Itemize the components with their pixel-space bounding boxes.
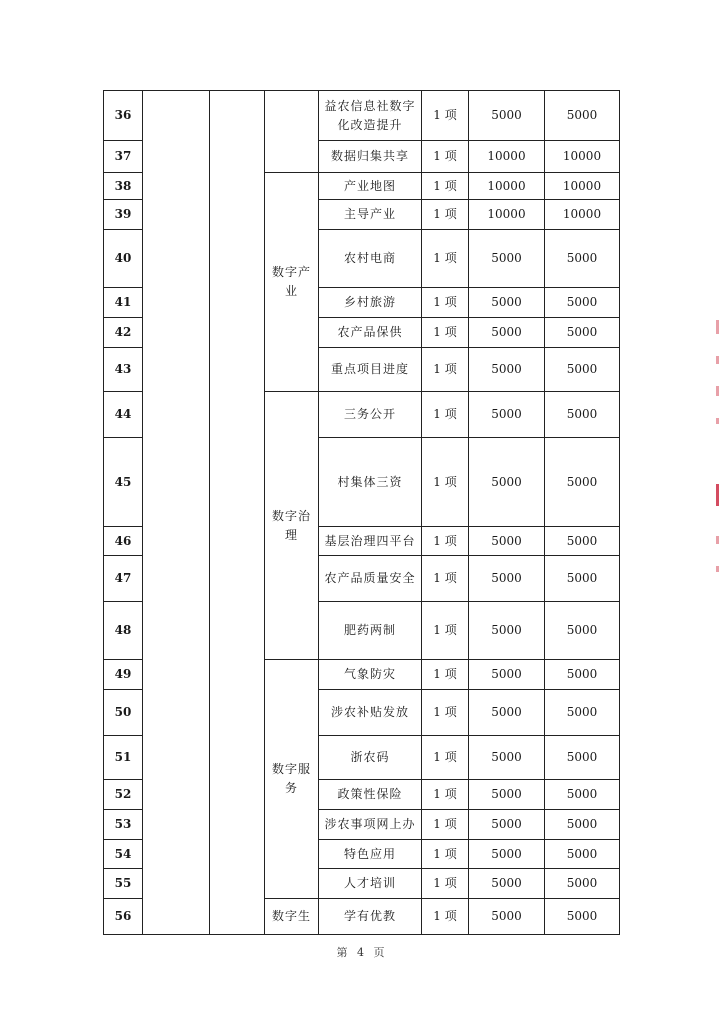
unit-cell: 1 项 xyxy=(422,200,469,230)
subsidy-cell: 5000 xyxy=(545,318,620,348)
item-name: 重点项目进度 xyxy=(319,348,422,392)
unit-cell: 1 项 xyxy=(422,810,469,840)
amount-cell: 5000 xyxy=(469,840,545,869)
row-number: 43 xyxy=(104,348,143,392)
subsidy-cell: 5000 xyxy=(545,602,620,660)
amount-cell: 5000 xyxy=(469,736,545,780)
amount-cell: 5000 xyxy=(469,392,545,438)
project-table xyxy=(103,90,620,935)
row-number: 53 xyxy=(104,810,143,840)
subsidy-cell: 5000 xyxy=(545,780,620,810)
amount-cell: 5000 xyxy=(469,780,545,810)
row-number: 38 xyxy=(104,173,143,200)
amount-cell: 5000 xyxy=(469,690,545,736)
category-cell-continued xyxy=(265,91,319,173)
item-name: 产业地图 xyxy=(319,173,422,200)
row-number: 37 xyxy=(104,141,143,173)
amount-cell: 5000 xyxy=(469,288,545,318)
item-name: 涉农补贴发放 xyxy=(319,690,422,736)
unit-cell: 1 项 xyxy=(422,348,469,392)
unit-cell: 1 项 xyxy=(422,288,469,318)
amount-cell: 5000 xyxy=(469,556,545,602)
unit-cell: 1 项 xyxy=(422,690,469,736)
amount-cell: 5000 xyxy=(469,660,545,690)
amount-cell: 5000 xyxy=(469,869,545,899)
row-number: 42 xyxy=(104,318,143,348)
category-digital-life: 数字生 xyxy=(265,899,319,935)
amount-cell: 5000 xyxy=(469,348,545,392)
amount-cell: 5000 xyxy=(469,810,545,840)
amount-cell: 5000 xyxy=(469,602,545,660)
row-number: 48 xyxy=(104,602,143,660)
amount-cell: 5000 xyxy=(469,318,545,348)
item-name: 特色应用 xyxy=(319,840,422,869)
row-number: 40 xyxy=(104,230,143,288)
subsidy-cell: 10000 xyxy=(545,200,620,230)
page-number: 第 4 页 xyxy=(336,946,388,959)
unit-cell: 1 项 xyxy=(422,736,469,780)
subsidy-cell: 5000 xyxy=(545,810,620,840)
subsidy-cell: 5000 xyxy=(545,840,620,869)
unit-cell: 1 项 xyxy=(422,556,469,602)
amount-cell: 10000 xyxy=(469,141,545,173)
item-name: 益农信息社数字化改造提升 xyxy=(319,91,422,141)
item-name: 农产品保供 xyxy=(319,318,422,348)
item-name: 浙农码 xyxy=(319,736,422,780)
item-name: 三务公开 xyxy=(319,392,422,438)
blank-column-b xyxy=(210,91,265,935)
unit-cell: 1 项 xyxy=(422,438,469,527)
subsidy-cell: 5000 xyxy=(545,438,620,527)
amount-cell: 5000 xyxy=(469,899,545,935)
unit-cell: 1 项 xyxy=(422,602,469,660)
subsidy-cell: 5000 xyxy=(545,288,620,318)
row-number: 45 xyxy=(104,438,143,527)
subsidy-cell: 5000 xyxy=(545,736,620,780)
category-digital-industry: 数字产业 xyxy=(265,173,319,392)
category-digital-governance: 数字治理 xyxy=(265,392,319,660)
unit-cell: 1 项 xyxy=(422,869,469,899)
row-number: 41 xyxy=(104,288,143,318)
amount-cell: 5000 xyxy=(469,91,545,141)
row-number: 52 xyxy=(104,780,143,810)
subsidy-cell: 5000 xyxy=(545,556,620,602)
row-number: 51 xyxy=(104,736,143,780)
unit-cell: 1 项 xyxy=(422,392,469,438)
item-name: 学有优教 xyxy=(319,899,422,935)
amount-cell: 5000 xyxy=(469,230,545,288)
row-number: 49 xyxy=(104,660,143,690)
subsidy-cell: 10000 xyxy=(545,141,620,173)
subsidy-cell: 5000 xyxy=(545,230,620,288)
amount-cell: 10000 xyxy=(469,173,545,200)
item-name: 村集体三资 xyxy=(319,438,422,527)
item-name: 政策性保险 xyxy=(319,780,422,810)
subsidy-cell: 10000 xyxy=(545,173,620,200)
unit-cell: 1 项 xyxy=(422,91,469,141)
subsidy-cell: 5000 xyxy=(545,348,620,392)
subsidy-cell: 5000 xyxy=(545,869,620,899)
unit-cell: 1 项 xyxy=(422,318,469,348)
item-name: 基层治理四平台 xyxy=(319,527,422,556)
subsidy-cell: 5000 xyxy=(545,660,620,690)
row-number: 50 xyxy=(104,690,143,736)
unit-cell: 1 项 xyxy=(422,840,469,869)
unit-cell: 1 项 xyxy=(422,780,469,810)
blank-column-a xyxy=(143,91,210,935)
item-name: 乡村旅游 xyxy=(319,288,422,318)
item-name: 数据归集共享 xyxy=(319,141,422,173)
unit-cell: 1 项 xyxy=(422,141,469,173)
row-number: 44 xyxy=(104,392,143,438)
row-number: 47 xyxy=(104,556,143,602)
row-number: 56 xyxy=(104,899,143,935)
item-name: 农村电商 xyxy=(319,230,422,288)
item-name: 气象防灾 xyxy=(319,660,422,690)
item-name: 农产品质量安全 xyxy=(319,556,422,602)
row-number: 55 xyxy=(104,869,143,899)
subsidy-cell: 5000 xyxy=(545,91,620,141)
item-name: 人才培训 xyxy=(319,869,422,899)
row-number: 46 xyxy=(104,527,143,556)
item-name: 涉农事项网上办 xyxy=(319,810,422,840)
subsidy-cell: 5000 xyxy=(545,527,620,556)
subsidy-cell: 5000 xyxy=(545,392,620,438)
unit-cell: 1 项 xyxy=(422,230,469,288)
seal-edge-marks xyxy=(712,320,722,594)
category-digital-service: 数字服务 xyxy=(265,660,319,899)
item-name: 主导产业 xyxy=(319,200,422,230)
amount-cell: 5000 xyxy=(469,438,545,527)
table-row xyxy=(104,91,620,141)
row-number: 36 xyxy=(104,91,143,141)
unit-cell: 1 项 xyxy=(422,899,469,935)
subsidy-cell: 5000 xyxy=(545,899,620,935)
amount-cell: 10000 xyxy=(469,200,545,230)
item-name: 肥药两制 xyxy=(319,602,422,660)
row-number: 54 xyxy=(104,840,143,869)
amount-cell: 5000 xyxy=(469,527,545,556)
subsidy-cell: 5000 xyxy=(545,690,620,736)
unit-cell: 1 项 xyxy=(422,660,469,690)
row-number: 39 xyxy=(104,200,143,230)
unit-cell: 1 项 xyxy=(422,173,469,200)
unit-cell: 1 项 xyxy=(422,527,469,556)
